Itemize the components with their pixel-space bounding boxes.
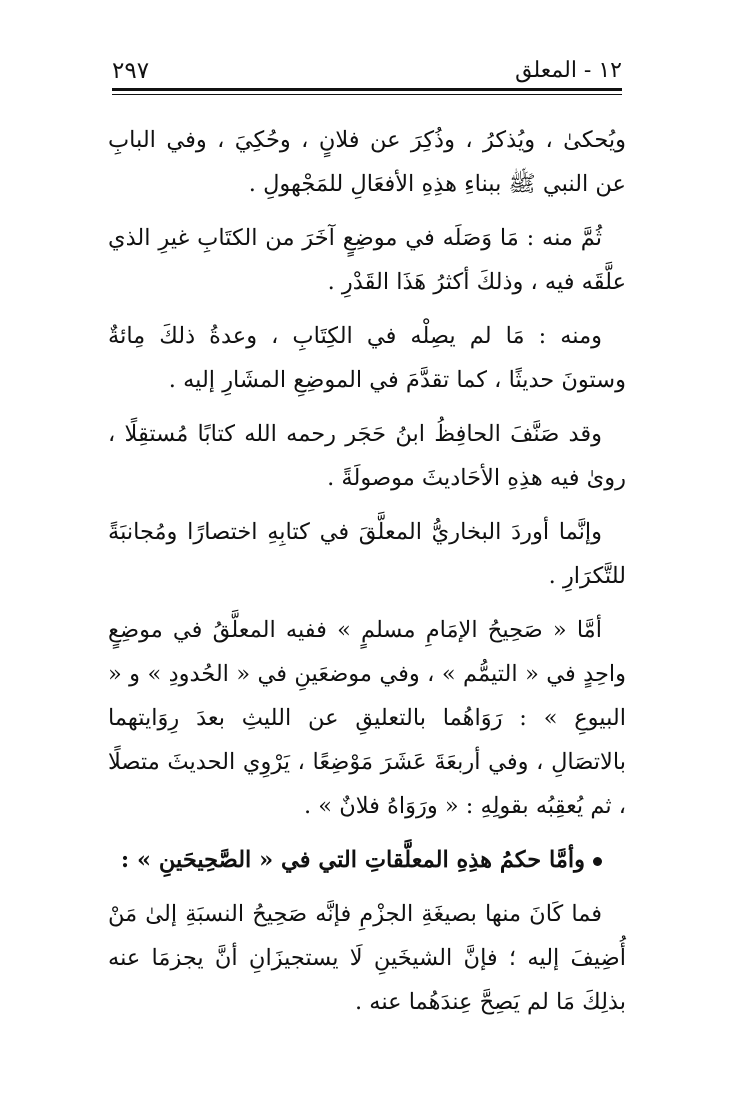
paragraph-4: وقد صَنَّفَ الحافِظُ ابنُ حَجَر رحمه الله كتابًا مُستقِلًا ، روىٰ فيه هذِهِ الأحَاديثَ موصولَةً .: [108, 421, 626, 491]
chapter-title: ١٢ - المعلق: [515, 58, 622, 83]
paragraph-2: ثُمَّ منه : مَا وَصَلَه في موضِعٍ آخَرَ من الكتَابِ غيرِ الذي علَّقَه فيه ، وذلكَ أكثرُ هَذَا القَدْرِ .: [108, 225, 626, 295]
bullet-icon: [593, 857, 602, 866]
paragraph-5: وإنَّما أوردَ البخاريُّ المعلَّقَ في كتابِهِ اختصارًا ومُجانبَةً للتَّكرَارِ .: [108, 519, 626, 589]
paragraph-1: ويُحكىٰ ، ويُذكرُ ، وذُكِرَ عن فلانٍ ، وحُكِيَ ، وفي البابِ عن النبي ﷺ ببناءِ هذِهِ الأفعَالِ للمَجْهولِ .: [108, 127, 626, 197]
header-rule-thick: [112, 88, 622, 91]
paragraph-3: ومنه : مَا لم يصِلْه في الكِتَابِ ، وعدةُ ذلكَ مِائةٌ وستونَ حديثًا ، كما تقدَّمَ في الموضِعِ المشَارِ إليه .: [108, 323, 626, 393]
paragraph-6: أمَّا « صَحِيحُ الإمَامِ مسلمٍ » ففيه المعلَّقُ في موضِعٍ واحِدٍ في « التيمُّم » ، وفي موضعَينِ في « الحُدودِ » و « البيوعِ » : رَوَاهُما بالتعليقِ عن الليثِ بعدَ رِوَايتهما بالاتصَالِ ، وفي أربعَةَ عَشَرَ مَوْضِعًا ، يَرْوِي الحديثَ متصلًا ، ثم يُعقِبُه بقولِهِ : « ورَوَاهُ فلانٌ » .: [108, 617, 626, 819]
header-rule-thin: [112, 94, 622, 95]
paragraph-8: فما كَانَ منها بصيغَةِ الجزْمِ فإنَّه صَحِيحُ النسبَةِ إلىٰ مَنْ أُضِيفَ إليه ؛ فإنَّ الشيخَينِ لَا يستجيزَانِ أنَّ يجزمَا عنه بذلِكَ مَا لم يَصِحَّ عِندَهُما عنه .: [108, 901, 626, 1015]
section-heading-text: وأمَّا حكمُ هذِهِ المعلَّقاتِ التي في « الصَّحِيحَينِ » :: [120, 847, 585, 873]
body-text: [108, 118, 626, 1034]
section-heading: [108, 838, 626, 882]
page-number: ٢٩٧: [112, 58, 150, 84]
